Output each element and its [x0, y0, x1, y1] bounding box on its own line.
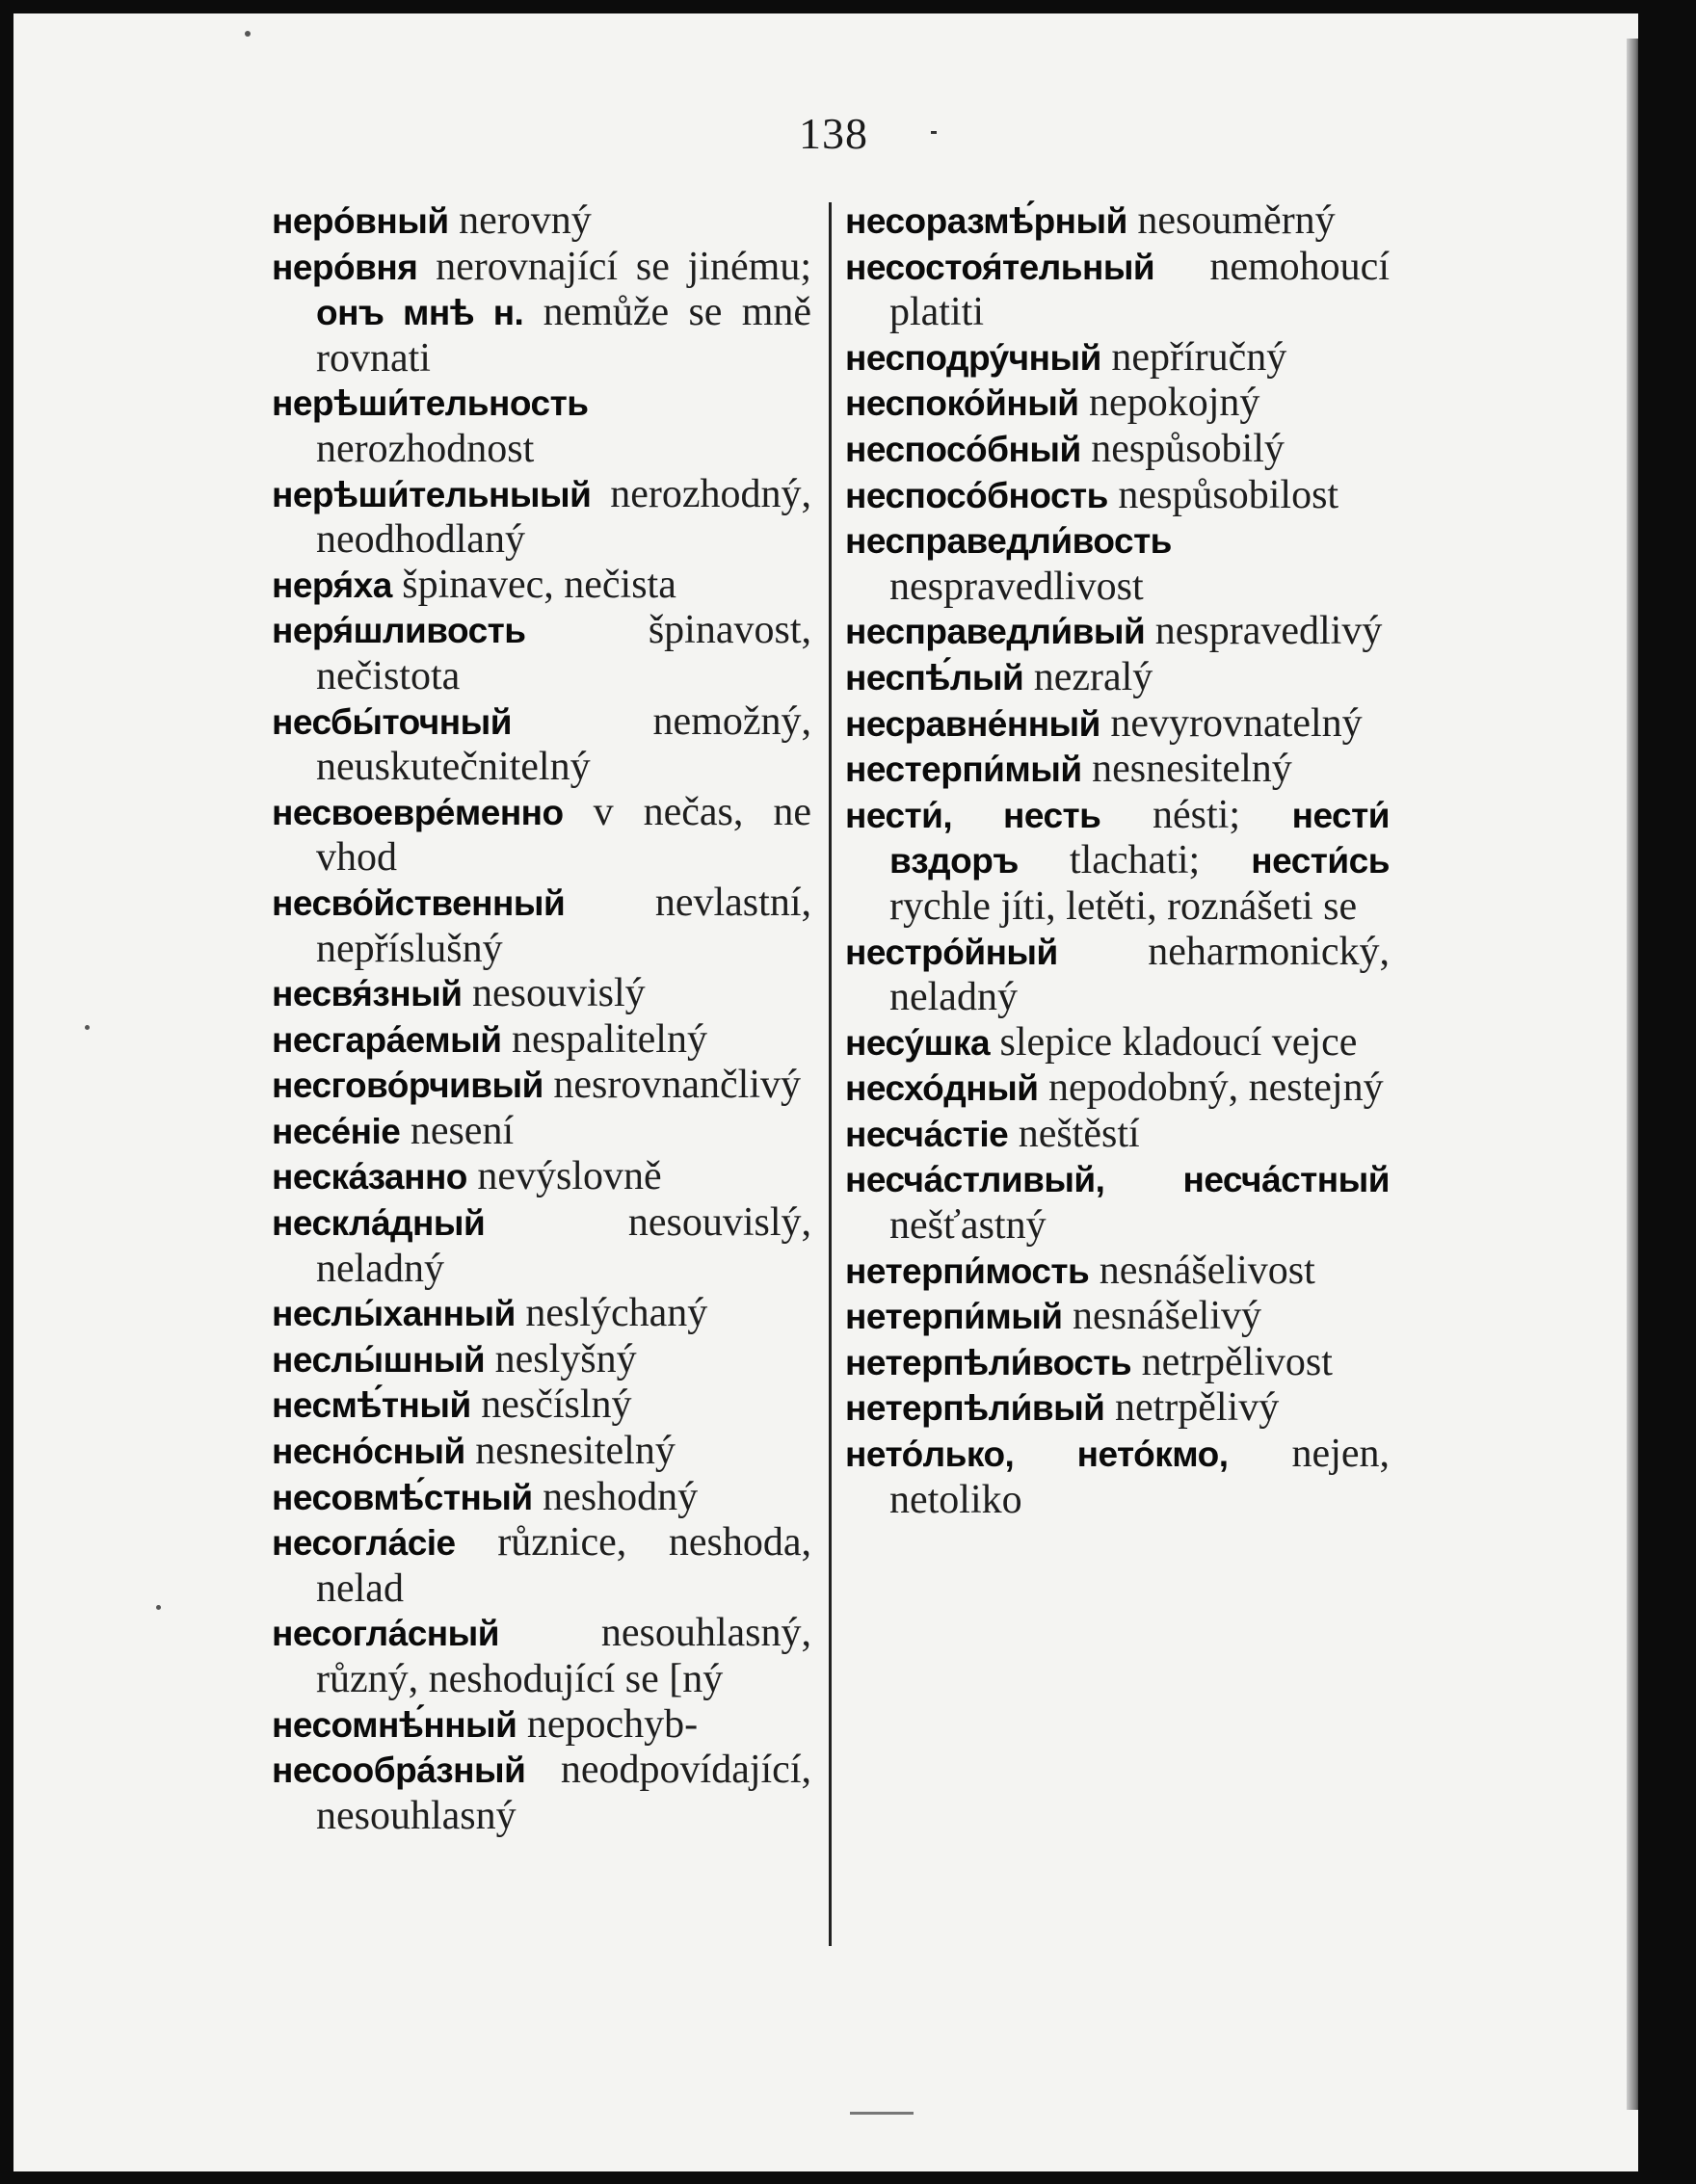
dictionary-entry [272, 563, 811, 609]
headword: несообра́зный [272, 1750, 526, 1791]
translation: netrpělivost [1141, 1339, 1333, 1384]
dictionary-entry [845, 1432, 1390, 1522]
dictionary-entry [845, 655, 1390, 701]
translation: nemožný, neuskutečnitelný [316, 698, 811, 790]
translation: nepokojný [1089, 381, 1260, 426]
headword: несча́стливый, несча́стный [845, 1160, 1390, 1200]
translation: nejen, netoliko [889, 1432, 1390, 1522]
headword: несравне́нный [845, 703, 1100, 744]
dictionary-entry [272, 1063, 811, 1109]
dictionary-entry [272, 1520, 811, 1611]
dictionary-entry [845, 1294, 1390, 1340]
headword: неро́вня [272, 247, 418, 287]
dictionary-entry [845, 1249, 1390, 1295]
phrase-translation: rychle jíti, letěti, roznášeti se [889, 883, 1358, 929]
phrase-headword: нести́сь [1251, 841, 1390, 881]
dictionary-entry [845, 473, 1390, 519]
dictionary-entry [845, 245, 1390, 335]
dictionary-entry [272, 381, 811, 471]
translation: nespalitelný [512, 1016, 707, 1062]
dictionary-entry [272, 1109, 811, 1155]
translation: nesnesitelný [475, 1429, 676, 1474]
dictionary-entry [272, 1475, 811, 1521]
dictionary-entry [845, 518, 1390, 609]
book-spine [1638, 0, 1696, 2184]
headword: нетерпи́мость [845, 1250, 1090, 1291]
translation: nepříručný [1111, 334, 1287, 380]
translation: nerozhodnost [316, 426, 535, 471]
translation: nesouhlasný, různý, neshodující se [ný [316, 1611, 811, 1701]
headword: несгара́емый [272, 1019, 502, 1060]
headword: нести́, несть [845, 795, 1101, 835]
headword: неря́ха [272, 565, 392, 605]
dictionary-entry [272, 1382, 811, 1429]
headword: неспоко́йный [845, 383, 1079, 424]
dictionary-entry [272, 790, 811, 881]
translation: nevyrovnatelný [1110, 700, 1363, 746]
ink-speck [85, 1025, 90, 1030]
headword: неслы́ханный [272, 1294, 516, 1334]
ink-speck [156, 1605, 161, 1610]
dictionary-entry [845, 609, 1390, 655]
translation: neštěstí [1018, 1111, 1140, 1156]
translation: nešťastný [889, 1203, 1047, 1249]
headword: нерѣши́тельность [272, 383, 589, 424]
print-mark [850, 2112, 914, 2115]
headword: нетерпи́мый [845, 1297, 1063, 1337]
translation: nespůsobilý [1091, 426, 1285, 471]
left-column [272, 198, 811, 1838]
translation: nerovný [459, 198, 592, 243]
dictionary-entry [845, 1066, 1390, 1112]
translation: nerozhodný, neodhodlaný [316, 471, 811, 563]
translation: nezralý [1033, 654, 1153, 699]
headword: неспосо́бность [845, 475, 1108, 515]
headword: несогла́сный [272, 1614, 499, 1654]
headword: несвоевре́менно [272, 792, 564, 832]
dictionary-entry [272, 1611, 811, 1701]
headword: неспѣ́лый [845, 657, 1024, 697]
headword: несгово́рчивый [272, 1066, 543, 1106]
translation: v nečas, ne vhod [316, 789, 811, 881]
headword: несбы́точный [272, 701, 512, 742]
translation: nerovnající se jinému; [436, 244, 811, 289]
headword: несча́стіе [845, 1114, 1009, 1154]
headword: неспосо́бный [845, 429, 1081, 469]
translation: nesnášelivý [1073, 1294, 1261, 1339]
headword: нестерпи́мый [845, 750, 1082, 790]
dictionary-entry [845, 793, 1390, 930]
dictionary-entry [272, 1200, 811, 1291]
right-column [845, 198, 1390, 1522]
headword: несогла́сіе [272, 1523, 456, 1564]
translation: nemohoucí platiti [889, 244, 1390, 335]
translation: nesčíslný [481, 1382, 632, 1428]
headword: несправедли́вость [845, 521, 1172, 562]
headword: нескла́дный [272, 1203, 486, 1244]
translation: nepochyb- [526, 1701, 699, 1747]
dictionary-entry [272, 971, 811, 1017]
headword: неро́вный [272, 201, 449, 241]
translation: nesení [410, 1108, 515, 1153]
ink-speck [245, 31, 251, 37]
dictionary-entry [272, 699, 811, 790]
translation: nespůsobilost [1118, 472, 1339, 517]
headword: несхо́дный [845, 1068, 1039, 1109]
headword: нестро́йный [845, 932, 1058, 972]
dictionary-entry [845, 701, 1390, 748]
dictionary-entry [272, 1017, 811, 1064]
translation: nespravedlivost [889, 564, 1144, 609]
dictionary-entry [272, 472, 811, 563]
headword: несе́ніе [272, 1111, 401, 1151]
headword: несовмѣ́стный [272, 1477, 533, 1517]
page-number: 138 [799, 109, 868, 158]
translation: nesouvislý, neladný [316, 1200, 811, 1291]
dictionary-entry [845, 198, 1390, 245]
dictionary-entry [272, 608, 811, 698]
phrase-headword: нести́ вздоръ [889, 795, 1390, 881]
translation: nesnášelivost [1099, 1248, 1315, 1293]
headword: несостоя́тельный [845, 247, 1155, 287]
translation: slepice kladoucí vejce [999, 1019, 1358, 1065]
headword: нетерпѣли́вый [845, 1388, 1105, 1429]
translation: různice, neshoda, nelad [316, 1520, 811, 1611]
headword: несмѣ́тный [272, 1385, 471, 1426]
headword: несомнѣ́нный [272, 1704, 517, 1745]
dictionary-entry [845, 930, 1390, 1020]
headword: неря́шливость [272, 611, 526, 651]
dictionary-page [13, 13, 1667, 2171]
translation: neslýchaný [525, 1291, 708, 1336]
translation: nesouměrný [1137, 198, 1336, 243]
headword: неслы́шный [272, 1339, 486, 1380]
dictionary-entry [272, 245, 811, 382]
dictionary-entry [272, 198, 811, 245]
headword: несу́шка [845, 1022, 991, 1063]
dictionary-entry [845, 427, 1390, 473]
headword: несправедли́вый [845, 612, 1146, 652]
headword: несвя́зный [272, 974, 463, 1014]
phrase-translation: nemůže se mně rovnati [316, 290, 812, 381]
translation: neslyšný [494, 1336, 637, 1381]
phrase-headword: онъ мнѣ н. [316, 293, 524, 333]
translation: špinavec, nečista [402, 562, 676, 607]
headword: несоразмѣ́рный [845, 201, 1127, 241]
headword: несподру́чный [845, 337, 1101, 378]
dictionary-entry [845, 381, 1390, 427]
dictionary-entry [845, 335, 1390, 382]
translation: nevlastní, nepříslušný [316, 880, 811, 971]
dictionary-entry [272, 1337, 811, 1383]
translation: neshodný [543, 1474, 699, 1519]
dictionary-entry [272, 1429, 811, 1475]
translation: nespravedlivý [1154, 609, 1383, 654]
dictionary-entry [845, 1157, 1390, 1248]
dictionary-entry [272, 1748, 811, 1838]
headword: несно́сный [272, 1432, 465, 1472]
column-divider [829, 202, 832, 1946]
headword: нетерпѣли́вость [845, 1342, 1132, 1382]
dictionary-entry [272, 1154, 811, 1200]
translation: neharmonický, neladný [889, 929, 1390, 1020]
dictionary-entry [272, 1702, 811, 1749]
dictionary-entry [845, 1112, 1390, 1158]
dictionary-entry [845, 1385, 1390, 1432]
dictionary-entry [272, 881, 811, 971]
dictionary-entry [845, 1340, 1390, 1386]
headword: нерѣши́тельныый [272, 474, 592, 514]
translation: nésti; [1153, 792, 1241, 837]
dictionary-entry [272, 1291, 811, 1337]
headword: нето́лько, нето́кмо, [845, 1434, 1229, 1475]
translation: špinavost, nečistota [316, 608, 811, 698]
dictionary-entry [845, 747, 1390, 793]
translation: nepodobný, nestejný [1047, 1066, 1384, 1111]
headword: несво́йственный [272, 882, 566, 923]
translation: nesrovnančlivý [553, 1063, 801, 1108]
translation: nesnesitelný [1092, 747, 1292, 792]
translation: netrpělivý [1114, 1385, 1280, 1431]
dictionary-entry [845, 1020, 1390, 1066]
headword: неска́занно [272, 1157, 467, 1197]
translation: nesouvislý [471, 971, 646, 1016]
phrase-translation: tlachati; [1069, 838, 1201, 883]
translation: neodpovídající, nesouhlasný [316, 1748, 811, 1838]
print-mark [931, 131, 937, 134]
translation: nevýslovně [477, 1154, 662, 1199]
